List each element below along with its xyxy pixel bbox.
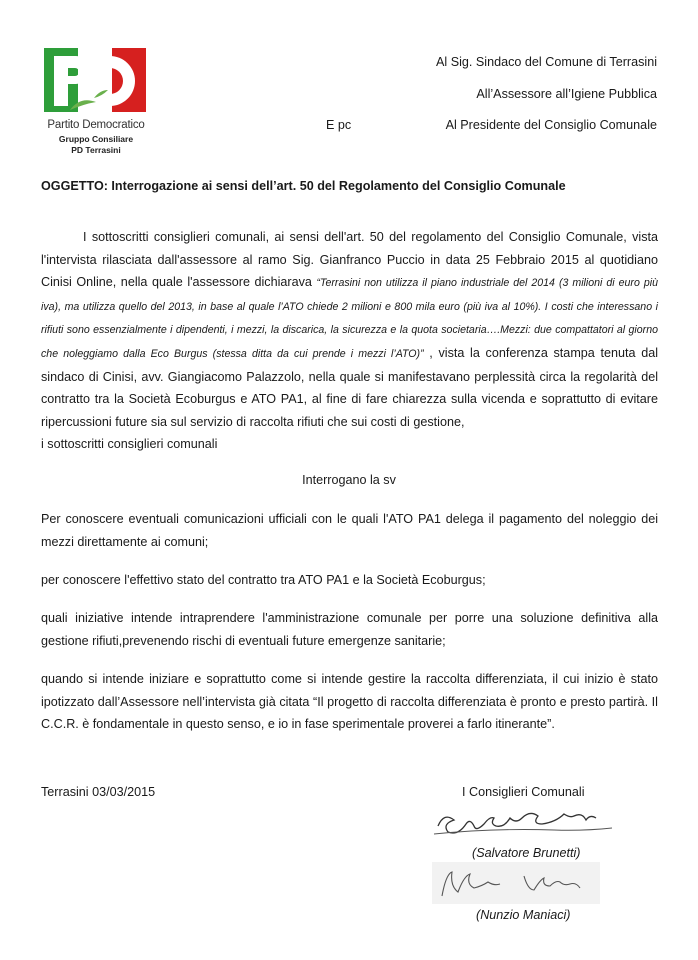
epc-label: E pc	[326, 118, 352, 132]
assessor-quote: “Terrasini non utilizza il piano industriale del 2014 (3 milioni di euro più iva), ma utilizza quello del 2013, in base al quale l’ATO chiede 2 milioni e 800 mila euro (più iva al 10%). I costi che interessano i rifiuti sono essenzialmente i dipendenti, i mezzi, la discarica, la sicurezza e la quota societaria….Mezzi: due compattatori al giorno che noleggiamo dalla Eco Burgus (stessa ditta da cui prende i mezzi l’ATO)”	[41, 277, 658, 360]
party-name: Partito Democratico	[47, 119, 145, 131]
intro-text-part1: I sottoscritti consiglieri comunali, ai sensi dell'art. 50 del regolamento del Consiglio Comunale, vista l'intervista rilasciata dall'assessore al ramo Sig. Gianfranco Puccio in data 25 Febbraio 2015 al quotidiano Cinisi Online, nella quale l'assessore dichiarava	[41, 230, 658, 290]
signer-name-2: (Nunzio Maniaci)	[476, 908, 571, 922]
intro-text-part2: , vista la conferenza stampa tenuta dal sindaco di Cinisi, avv. Giangiacomo Palazzolo, nella quale si manifestavano perplessità circa la regolarità del contratto tra la Società Ecoburgus e ATO PA1, al fine di fare chiarezza sulla vicenda e soprattutto di evitare ripercussioni future sia sul servizio di raccolta rifiuti che sui costi di gestione,	[41, 345, 658, 429]
pd-logo	[40, 44, 152, 155]
recipient-mayor: Al Sig. Sindaco del Comune di Terrasini	[436, 55, 657, 69]
question-item-1: Per conoscere eventuali comunicazioni ufficiali con le quali l'ATO PA1 delega il pagamento del noleggio dei mezzi direttamente ai comuni;	[41, 512, 658, 549]
signature-maniaci-frame	[432, 862, 600, 904]
question-item-4-text: quando si intende iniziare e soprattutto come si intende gestire la raccolta differenziata, il cui inizio è stato ipotizzato dall’Assessore nell’intervista già citata	[41, 672, 658, 709]
signers-title: I Consiglieri Comunali	[462, 785, 585, 799]
question-item-3: quali iniziative intende intraprendere l'amministrazione comunale per porre una soluzione definitiva alla gestione rifiuti,prevenendo rischi di eventuali future emergenze sanitarie;	[41, 611, 658, 648]
intro-paragraph	[41, 226, 658, 456]
pd-logo-graphic	[40, 44, 152, 118]
signer-name-1: (Salvatore Brunetti)	[472, 846, 581, 860]
subject-line: OGGETTO: Interrogazione ai sensi dell’art. 50 del Regolamento del Consiglio Comunale	[41, 179, 566, 193]
question-item-4: quando si intende iniziare e soprattutto come si intende gestire la raccolta differenziata, il cui inizio è stato ipotizzato dall’Assessore nell’intervista già citata “Il progetto di raccolta differenziata è pronto e presto partirà. Il C.C.R. è fondamentale in questo senso, e io in fase sperimentale proverei a farlo itinerante”.	[41, 672, 658, 732]
signers-line: i sottoscritti consiglieri comunali	[41, 437, 218, 452]
recipient-assessor: All’Assessore all’Igiene Pubblica	[476, 87, 657, 101]
interrogate-heading: Interrogano la sv	[302, 473, 396, 487]
group-name: Gruppo Consiliare PD Terrasini	[58, 134, 134, 155]
differentiated-quote: “Il progetto di raccolta differenziata è pronto e presto partirà. Il C.C.R. è fondamentale in questo senso, e io in fase sperimentale proverei a farlo itinerante”	[41, 694, 658, 732]
question-item-2: per conoscere l'effettivo stato del contratto tra ATO PA1 e la Società Ecoburgus;	[41, 573, 486, 587]
signature-brunetti	[432, 806, 616, 842]
signature-maniaci	[432, 862, 600, 904]
recipient-president: Al Presidente del Consiglio Comunale	[445, 118, 657, 132]
document-date: Terrasini 03/03/2015	[41, 785, 156, 799]
